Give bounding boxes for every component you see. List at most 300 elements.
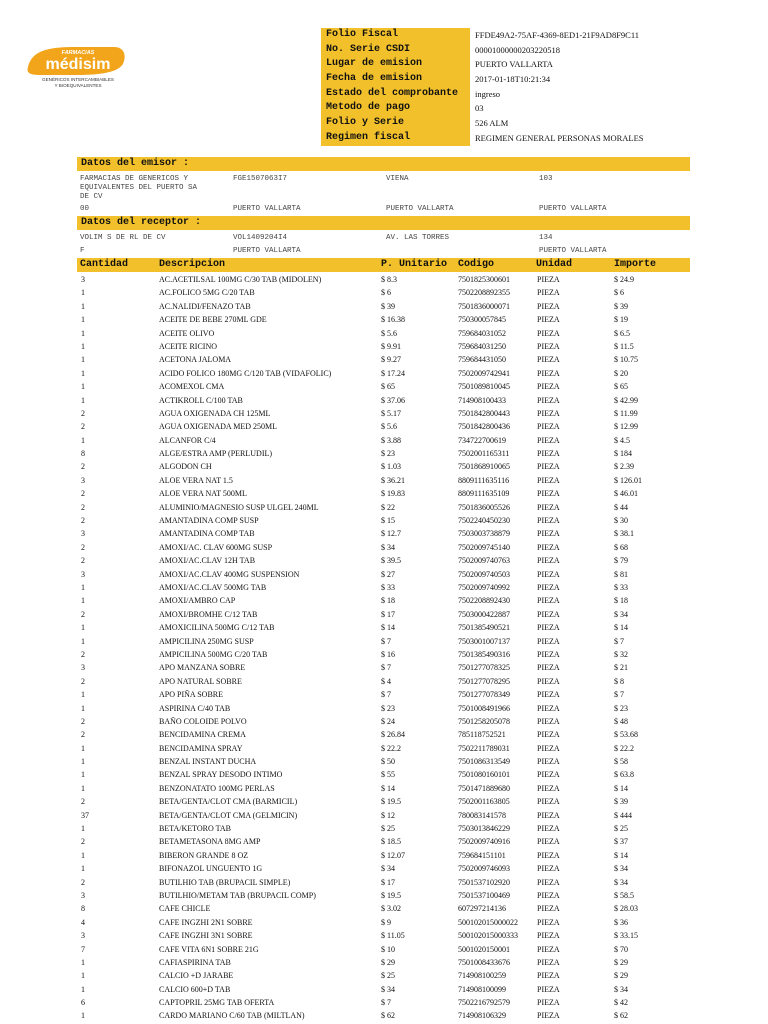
cell-unit: PIEZA (537, 395, 560, 405)
cell-amount: $ 32 (614, 649, 628, 659)
emisor-title: Datos del emisor : (77, 157, 690, 171)
col-desc: Descripcion (159, 259, 226, 270)
table-row (0, 300, 768, 313)
cell-price: $ 5.17 (381, 408, 401, 418)
cell-unit: PIEZA (537, 770, 560, 780)
cell-qty: 2 (81, 649, 85, 659)
cell-price: $ 16.38 (381, 315, 405, 325)
cell-qty: 3 (81, 931, 85, 941)
cell-code: 750300057845 (458, 315, 506, 325)
cell-desc: ALOE VERA NAT 500ML (159, 489, 247, 499)
header-label: Estado del comprobante (321, 87, 470, 102)
cell-price: $ 17 (381, 609, 395, 619)
cell-qty: 2 (81, 609, 85, 619)
cell-price: $ 37.06 (381, 395, 405, 405)
header-row (321, 72, 690, 87)
header-value: 526 ALM (475, 118, 509, 129)
cell-desc: AMPICILINA 500MG C/20 TAB (159, 649, 268, 659)
cell-desc: ALGODON CH (159, 462, 212, 472)
cell-qty: 1 (81, 864, 85, 874)
table-row (0, 835, 768, 848)
cell-unit: PIEZA (537, 757, 560, 767)
cell-unit: PIEZA (537, 489, 560, 499)
items-table-body (0, 273, 768, 1023)
cell-code: 7502009742941 (458, 368, 510, 378)
emisor-name-l2: EQUIVALENTES DEL PUERTO SA (80, 184, 198, 192)
cell-qty: 37 (81, 810, 89, 820)
cell-qty: 2 (81, 556, 85, 566)
cell-code: 7502009746093 (458, 864, 510, 874)
cell-unit: PIEZA (537, 596, 560, 606)
cell-amount: $ 79 (614, 556, 628, 566)
cell-unit: PIEZA (537, 516, 560, 526)
header-value: 03 (475, 103, 484, 114)
cell-code: 785118752521 (458, 730, 506, 740)
table-row (0, 675, 768, 688)
cell-amount: $ 62 (614, 1011, 628, 1021)
cell-price: $ 39.5 (381, 556, 401, 566)
header-row (321, 101, 690, 116)
cell-price: $ 9.27 (381, 355, 401, 365)
table-row (0, 996, 768, 1009)
medisim-logo (26, 45, 126, 89)
cell-qty: 1 (81, 690, 85, 700)
table-row (0, 782, 768, 795)
table-row (0, 487, 768, 500)
cell-price: $ 34 (381, 864, 395, 874)
table-row (0, 956, 768, 969)
cell-amount: $ 126.01 (614, 475, 642, 485)
cell-amount: $ 33.15 (614, 931, 638, 941)
cell-desc: APO NATURAL SOBRE (159, 676, 242, 686)
table-row (0, 688, 768, 701)
cell-unit: PIEZA (537, 435, 560, 445)
cell-code: 7502009740503 (458, 569, 510, 579)
cell-amount: $ 11.5 (614, 341, 634, 351)
cell-unit: PIEZA (537, 957, 560, 967)
cell-code: 759684151101 (458, 850, 506, 860)
cell-unit: PIEZA (537, 931, 560, 941)
cell-code: 7503000422887 (458, 609, 510, 619)
cell-qty: 4 (81, 917, 85, 927)
fiscal-header (321, 28, 690, 146)
cell-amount: $ 6 (614, 288, 624, 298)
items-table-header (77, 258, 690, 272)
receptor-title: Datos del receptor : (77, 216, 690, 230)
cell-qty: 2 (81, 516, 85, 526)
table-row (0, 474, 768, 487)
cell-price: $ 1.03 (381, 462, 401, 472)
cell-qty: 1 (81, 288, 85, 298)
cell-unit: PIEZA (537, 636, 560, 646)
table-row (0, 983, 768, 996)
cell-unit: PIEZA (537, 797, 560, 807)
receptor-city1: PUERTO VALLARTA (233, 247, 301, 255)
table-row (0, 460, 768, 473)
cell-amount: $ 18 (614, 596, 628, 606)
cell-price: $ 6 (381, 288, 391, 298)
header-label: No. Serie CSDI (321, 43, 470, 58)
table-row (0, 742, 768, 755)
cell-qty: 1 (81, 757, 85, 767)
cell-qty: 1 (81, 957, 85, 967)
cell-code: 7501537102920 (458, 877, 510, 887)
cell-price: $ 26.84 (381, 730, 405, 740)
cell-price: $ 14 (381, 783, 395, 793)
cell-qty: 8 (81, 449, 85, 459)
cell-unit: PIEZA (537, 944, 560, 954)
cell-qty: 1 (81, 355, 85, 365)
cell-unit: PIEZA (537, 837, 560, 847)
cell-price: $ 25 (381, 971, 395, 981)
cell-unit: PIEZA (537, 502, 560, 512)
cell-unit: PIEZA (537, 275, 560, 284)
table-row (0, 353, 768, 366)
header-value: PUERTO VALLARTA (475, 59, 553, 70)
table-row (0, 367, 768, 380)
cell-desc: AMANTADINA COMP TAB (159, 529, 255, 539)
cell-price: $ 23 (381, 703, 395, 713)
table-row (0, 380, 768, 393)
table-row (0, 514, 768, 527)
cell-desc: BAÑO COLOIDE POLVO (159, 716, 247, 726)
header-label: Folio y Serie (321, 116, 470, 131)
cell-qty: 2 (81, 422, 85, 432)
cell-code: 7501008491966 (458, 703, 510, 713)
table-row (0, 849, 768, 862)
receptor-name: VOLIM S DE RL DE CV (80, 234, 166, 242)
table-row (0, 407, 768, 420)
table-row (0, 902, 768, 915)
cell-desc: ACETONA JALOMA (159, 355, 232, 365)
cell-code: 7501277078295 (458, 676, 510, 686)
table-row (0, 661, 768, 674)
cell-desc: AMOXI/BROMHE C/12 TAB (159, 609, 258, 619)
cell-desc: BENZAL SPRAY DESODO INTIMO (159, 770, 283, 780)
cell-unit: PIEZA (537, 582, 560, 592)
cell-price: $ 22 (381, 502, 395, 512)
table-row (0, 313, 768, 326)
emisor-cp: 00 (80, 205, 90, 213)
table-row (0, 916, 768, 929)
cell-qty: 3 (81, 890, 85, 900)
cell-desc: AC.NALIDI/FENAZO TAB (159, 301, 251, 311)
cell-desc: AMOXI/AC.CLAV 500MG TAB (159, 582, 267, 592)
cell-desc: BETA/KETORO TAB (159, 824, 231, 834)
cell-code: 734722700619 (458, 435, 506, 445)
table-row (0, 594, 768, 607)
header-value: ingreso (475, 88, 501, 99)
cell-code: 7502009745140 (458, 542, 510, 552)
cell-code: 7503013846229 (458, 824, 510, 834)
header-value: 00001000000203220518 (475, 44, 560, 55)
logo-brand-text: médisim (45, 56, 111, 73)
cell-code: 7502240450230 (458, 516, 510, 526)
cell-amount: $ 42 (614, 998, 628, 1008)
cell-code: 7501089810045 (458, 382, 510, 392)
cell-desc: ACEITE RICINO (159, 341, 217, 351)
cell-qty: 2 (81, 542, 85, 552)
cell-code: 7501385490316 (458, 649, 510, 659)
header-label: Regimen fiscal (321, 131, 470, 146)
cell-desc: AMOXI/AC.CLAV 400MG SUSPENSION (159, 569, 300, 579)
table-row (0, 394, 768, 407)
cell-price: $ 9.91 (381, 341, 401, 351)
cell-desc: CALCIO 600+D TAB (159, 984, 231, 994)
cell-code: 7503003738879 (458, 529, 510, 539)
cell-qty: 2 (81, 489, 85, 499)
cell-amount: $ 39 (614, 301, 628, 311)
cell-qty: 2 (81, 837, 85, 847)
cell-unit: PIEZA (537, 556, 560, 566)
cell-desc: AGUA OXIGENADA CH 125ML (159, 408, 271, 418)
cell-amount: $ 8 (614, 676, 624, 686)
cell-qty: 1 (81, 783, 85, 793)
cell-unit: PIEZA (537, 917, 560, 927)
cell-desc: BIBERON GRANDE 8 OZ (159, 850, 249, 860)
cell-unit: PIEZA (537, 743, 560, 753)
table-row (0, 541, 768, 554)
cell-qty: 1 (81, 328, 85, 338)
col-code: Codigo (458, 259, 495, 270)
table-row (0, 1009, 768, 1022)
table-row (0, 527, 768, 540)
cell-price: $ 65 (381, 382, 395, 392)
cell-desc: AC.FOLICO 5MG C/20 TAB (159, 288, 255, 298)
cell-qty: 1 (81, 743, 85, 753)
cell-qty: 1 (81, 984, 85, 994)
cell-qty: 2 (81, 502, 85, 512)
table-row (0, 728, 768, 741)
cell-price: $ 23 (381, 449, 395, 459)
cell-price: $ 19.83 (381, 489, 405, 499)
cell-desc: AGUA OXIGENADA MED 250ML (159, 422, 277, 432)
cell-qty: 1 (81, 703, 85, 713)
table-row (0, 889, 768, 902)
cell-code: 7501080160101 (458, 770, 510, 780)
cell-price: $ 12.7 (381, 529, 401, 539)
cell-code: 607297214136 (458, 904, 506, 914)
cell-price: $ 17.24 (381, 368, 405, 378)
table-row (0, 447, 768, 460)
cell-amount: $ 29 (614, 971, 628, 981)
header-row (321, 131, 690, 146)
cell-amount: $ 7 (614, 636, 624, 646)
cell-qty: 3 (81, 475, 85, 485)
cell-price: $ 5.6 (381, 328, 397, 338)
cell-unit: PIEZA (537, 904, 560, 914)
cell-desc: APO PIÑA SOBRE (159, 690, 224, 700)
cell-price: $ 33 (381, 582, 395, 592)
cell-code: 780083141578 (458, 810, 506, 820)
cell-qty: 2 (81, 730, 85, 740)
cell-code: 7501868910065 (458, 462, 510, 472)
receptor-number: 134 (539, 234, 553, 242)
cell-code: 7501842800443 (458, 408, 510, 418)
cell-unit: PIEZA (537, 850, 560, 860)
cell-qty: 1 (81, 395, 85, 405)
header-row (321, 28, 690, 43)
table-row (0, 340, 768, 353)
cell-qty: 7 (81, 944, 85, 954)
cell-code: 7501258205078 (458, 716, 510, 726)
table-row (0, 608, 768, 621)
cell-desc: BUTILHIO TAB (BRUPACIL SIMPLE) (159, 877, 291, 887)
emisor-city2: PUERTO VALLARTA (386, 205, 454, 213)
logo-line1: GENÉRICOS INTERCAMBIABLES (42, 77, 114, 82)
cell-desc: BETA/GENTA/CLOT CMA (GELMICIN) (159, 810, 298, 820)
table-row (0, 648, 768, 661)
cell-amount: $ 22.2 (614, 743, 634, 753)
table-row (0, 715, 768, 728)
cell-amount: $ 23 (614, 703, 628, 713)
cell-amount: $ 44 (614, 502, 628, 512)
cell-price: $ 39 (381, 301, 395, 311)
header-row (321, 57, 690, 72)
cell-price: $ 34 (381, 984, 395, 994)
table-row (0, 862, 768, 875)
cell-code: 7502208892355 (458, 288, 510, 298)
cell-code: 7502216792579 (458, 998, 510, 1008)
table-row (0, 822, 768, 835)
cell-amount: $ 184 (614, 449, 632, 459)
cell-unit: PIEZA (537, 864, 560, 874)
cell-amount: $ 58.5 (614, 890, 634, 900)
cell-code: 759684031250 (458, 341, 506, 351)
cell-amount: $ 14 (614, 850, 628, 860)
cell-code: 7502009740916 (458, 837, 510, 847)
cell-qty: 1 (81, 341, 85, 351)
cell-code: 714908100259 (458, 971, 506, 981)
cell-desc: ALOE VERA NAT 1.5 (159, 475, 233, 485)
cell-qty: 1 (81, 770, 85, 780)
cell-desc: CALCIO +D JARABE (159, 971, 234, 981)
cell-qty: 8 (81, 904, 85, 914)
cell-desc: CAFE VITA 6N1 SOBRE 21G (159, 944, 259, 954)
cell-amount: $ 65 (614, 382, 628, 392)
cell-amount: $ 34 (614, 864, 628, 874)
receptor-rfc: VOL1409204I4 (233, 234, 288, 242)
cell-unit: PIEZA (537, 328, 560, 338)
emisor-name-l3: DE CV (80, 193, 103, 201)
receptor-row (80, 234, 690, 243)
cell-desc: CAFE CHICLE (159, 904, 211, 914)
cell-price: $ 14 (381, 623, 395, 633)
cell-price: $ 5.6 (381, 422, 397, 432)
cell-code: 7502009740992 (458, 582, 510, 592)
cell-price: $ 55 (381, 770, 395, 780)
cell-desc: ASPIRINA C/40 TAB (159, 703, 231, 713)
cell-amount: $ 10.75 (614, 355, 638, 365)
cell-qty: 1 (81, 582, 85, 592)
cell-price: $ 34 (381, 542, 395, 552)
cell-unit: PIEZA (537, 824, 560, 834)
cell-desc: ALCANFOR C/4 (159, 435, 216, 445)
cell-price: $ 27 (381, 569, 395, 579)
cell-amount: $ 68 (614, 542, 628, 552)
cell-qty: 1 (81, 850, 85, 860)
header-value: 2017-01-18T10:21:34 (475, 74, 551, 85)
table-row (0, 621, 768, 634)
cell-desc: ALGE/ESTRA AMP (PERLUDIL) (159, 449, 273, 459)
cell-code: 8809111635109 (458, 489, 510, 499)
table-row (0, 702, 768, 715)
cell-amount: $ 70 (614, 944, 628, 954)
cell-qty: 2 (81, 408, 85, 418)
cell-desc: AMPICILINA 250MG SUSP (159, 636, 254, 646)
cell-code: 714908100099 (458, 984, 506, 994)
cell-code: 8809111635116 (458, 475, 510, 485)
cell-amount: $ 30 (614, 516, 628, 526)
cell-amount: $ 20 (614, 368, 628, 378)
cell-code: 500102015000022 (458, 917, 518, 927)
table-row (0, 768, 768, 781)
cell-amount: $ 2.39 (614, 462, 634, 472)
cell-desc: BUTILHIO/METAM TAB (BRUPACIL COMP) (159, 890, 316, 900)
cell-desc: CAFE INGZHI 2N1 SOBRE (159, 917, 253, 927)
cell-amount: $ 29 (614, 957, 628, 967)
cell-qty: 2 (81, 676, 85, 686)
table-row (0, 568, 768, 581)
cell-price: $ 22.2 (381, 743, 401, 753)
cell-price: $ 7 (381, 663, 391, 673)
cell-amount: $ 25 (614, 824, 628, 834)
emisor-city-row (80, 205, 690, 214)
cell-price: $ 62 (381, 1011, 395, 1021)
cell-amount: $ 38.1 (614, 529, 634, 539)
cell-price: $ 19.5 (381, 890, 401, 900)
cell-desc: ACIDO FOLICO 180MG C/120 TAB (VIDAFOLIC) (159, 368, 332, 378)
cell-price: $ 12.07 (381, 850, 405, 860)
cell-desc: ACEITE OLIVO (159, 328, 215, 338)
cell-desc: BENCIDAMINA CREMA (159, 730, 246, 740)
cell-desc: CAFE INGZHI 3N1 SOBRE (159, 931, 253, 941)
table-row (0, 969, 768, 982)
cell-price: $ 19.5 (381, 797, 401, 807)
cell-unit: PIEZA (537, 609, 560, 619)
header-row (321, 116, 690, 131)
header-label: Folio Fiscal (321, 28, 470, 43)
col-qty: Cantidad (80, 259, 129, 270)
cell-amount: $ 58 (614, 757, 628, 767)
table-row (0, 554, 768, 567)
cell-desc: BENZAL INSTANT DUCHA (159, 757, 257, 767)
cell-price: $ 50 (381, 757, 395, 767)
emisor-name-l1: FARMACIAS DE GENERICOS Y (80, 175, 189, 183)
cell-code: 7501842800436 (458, 422, 510, 432)
cell-amount: $ 14 (614, 783, 628, 793)
table-row (0, 501, 768, 514)
cell-price: $ 29 (381, 957, 395, 967)
table-row (0, 755, 768, 768)
cell-price: $ 24 (381, 716, 395, 726)
cell-amount: $ 33 (614, 582, 628, 592)
header-label: Lugar de emision (321, 57, 470, 72)
cell-unit: PIEZA (537, 663, 560, 673)
cell-unit: PIEZA (537, 288, 560, 298)
header-label: Fecha de emision (321, 72, 470, 87)
header-value: REGIMEN GENERAL PERSONAS MORALES (475, 132, 644, 143)
cell-code: 7502211789031 (458, 743, 510, 753)
cell-unit: PIEZA (537, 355, 560, 365)
cell-amount: $ 6.5 (614, 328, 630, 338)
cell-unit: PIEZA (537, 971, 560, 981)
cell-unit: PIEZA (537, 730, 560, 740)
cell-code: 7501277078325 (458, 663, 510, 673)
cell-unit: PIEZA (537, 341, 560, 351)
emisor-city3: PUERTO VALLARTA (539, 205, 607, 213)
table-row (0, 809, 768, 822)
